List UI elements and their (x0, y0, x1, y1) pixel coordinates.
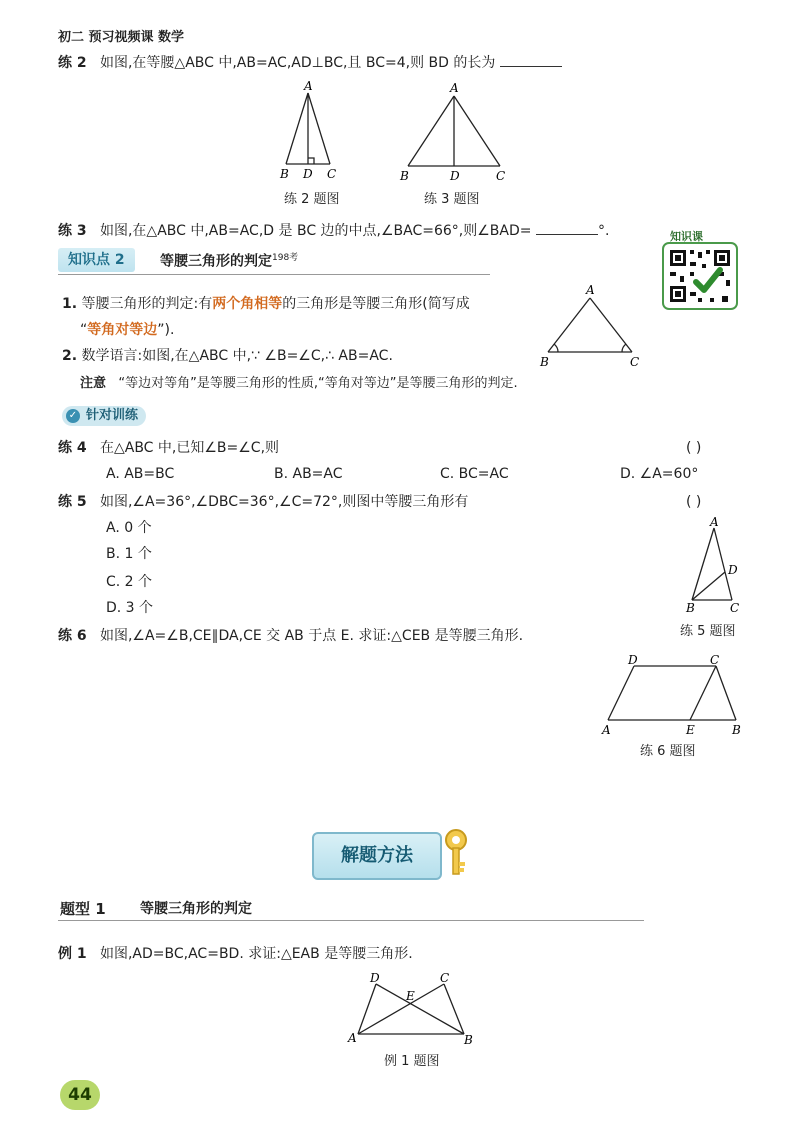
exercise-5 (58, 492, 468, 512)
exercise-label: 练 6 (58, 628, 87, 644)
label-A: A (710, 515, 719, 529)
answer-paren[interactable]: ( ) (686, 494, 702, 510)
exercise-label: 练 2 (58, 55, 87, 71)
option-d[interactable]: D. 3 个 (106, 600, 154, 616)
label-B: B (280, 167, 289, 181)
label-C: C (327, 167, 337, 181)
quote-close: ”). (157, 322, 175, 338)
item-text: 等腰三角形的判定:有 (81, 296, 213, 312)
knowledge-point-tag: 知识点 2 (58, 248, 135, 272)
exercise-text: 如图,∠A=36°,∠DBC=36°,∠C=72°,则图中等腰三角形有 (99, 494, 469, 510)
label-A: A (304, 79, 313, 93)
label-D: D (370, 971, 380, 985)
exam-count: 198考 (272, 253, 299, 263)
figure-ex6 (598, 652, 748, 738)
page-number: 44 (60, 1080, 100, 1110)
kp-item-1 (62, 294, 470, 314)
figure-example-1 (346, 970, 476, 1048)
label-E: E (686, 723, 695, 737)
label-C: C (730, 601, 740, 615)
example-text: 如图,AD=BC,AC=BD. 求证:△EAB 是等腰三角形. (99, 946, 413, 962)
exercise-label: 练 3 (58, 223, 87, 239)
label-D: D (728, 563, 738, 577)
label-C: C (630, 355, 640, 369)
knowledge-point-title (160, 250, 298, 271)
label-E: E (406, 989, 415, 1003)
item-number: 1. (62, 296, 78, 312)
solution-methods-banner: 解题方法 (312, 832, 442, 880)
option-a[interactable]: A. 0 个 (106, 520, 152, 536)
exercise-2 (58, 52, 562, 73)
label-A: A (450, 81, 459, 95)
label-D: D (450, 169, 460, 183)
label-D: D (628, 653, 638, 667)
item-text: 的三角形是等腰三角形(简写成 (282, 296, 470, 312)
example-label: 例 1 (58, 946, 87, 962)
question-type-tag: 题型 1 (60, 900, 106, 918)
note-label: 注意 (80, 376, 107, 391)
knowledge-point-header (58, 248, 490, 275)
exercise-suffix: °. (597, 223, 610, 239)
exercise-text: 在△ABC 中,已知∠B=∠C,则 (99, 440, 280, 456)
figure-ex5-caption: 练 5 题图 (680, 624, 736, 639)
option-a[interactable]: A. AB=BC (106, 466, 175, 482)
question-type-header (58, 896, 644, 921)
exercise-text: 如图,在△ABC 中,AB=AC,D 是 BC 边的中点,∠BAC=66°,则∠BAD= (99, 223, 532, 239)
option-d[interactable]: D. ∠A=60° (620, 466, 699, 482)
exercise-6 (58, 626, 523, 646)
item-number: 2. (62, 348, 78, 364)
exercise-3 (58, 220, 609, 241)
example-1 (58, 944, 413, 964)
kp-item-2 (62, 346, 393, 366)
qr-label: 知识课 (670, 230, 703, 243)
exercise-text: 如图,在等腰△ABC 中,AB=AC,AD⊥BC,且 BC=4,则 BD 的长为 (99, 55, 496, 71)
answer-paren[interactable]: ( ) (686, 440, 702, 456)
label-D: D (303, 167, 313, 181)
label-B: B (540, 355, 549, 369)
highlight-text: 两个角相等 (212, 296, 283, 312)
kp-title-text: 等腰三角形的判定 (160, 253, 272, 270)
label-B: B (400, 169, 409, 183)
note-text: “等边对等角”是等腰三角形的性质,“等角对等边”是等腰三角形的判定. (118, 376, 518, 391)
thumb-icon: ✓ (66, 409, 80, 423)
exercise-4 (58, 438, 279, 458)
figure-ex2-caption: 练 2 题图 (284, 192, 340, 207)
label-C: C (710, 653, 720, 667)
figure-ex6-caption: 练 6 题图 (640, 744, 696, 759)
answer-blank[interactable] (536, 220, 598, 235)
figure-ex3-caption: 练 3 题图 (424, 192, 480, 207)
highlight-text: 等角对等边 (87, 322, 158, 338)
question-type-title: 等腰三角形的判定 (140, 901, 252, 917)
key-icon (440, 828, 472, 878)
item-text: 数学语言:如图,在△ABC 中,∵ ∠B=∠C,∴ AB=AC. (81, 348, 393, 364)
label-A: A (348, 1031, 357, 1045)
qr-code-block[interactable] (662, 228, 738, 310)
option-b[interactable]: B. 1 个 (106, 546, 152, 562)
label-C: C (496, 169, 506, 183)
exercise-label: 练 5 (58, 494, 87, 510)
exercise-label: 练 4 (58, 440, 87, 456)
answer-blank[interactable] (500, 52, 562, 67)
qr-code-icon[interactable] (662, 242, 738, 310)
figure-kp (536, 282, 646, 372)
label-B: B (686, 601, 695, 615)
label-C: C (440, 971, 450, 985)
label-A: A (586, 283, 595, 297)
exercise-text: 如图,∠A=∠B,CE∥DA,CE 交 AB 于点 E. 求证:△CEB 是等腰三角形. (99, 628, 524, 644)
figure-example-1-caption: 例 1 题图 (384, 1054, 440, 1069)
note (80, 374, 518, 394)
label-A: A (602, 723, 611, 737)
quote-open: “ (80, 322, 88, 338)
figure-ex2 (268, 78, 378, 188)
option-b[interactable]: B. AB=AC (274, 466, 343, 482)
targeted-training-banner (62, 406, 146, 426)
label-B: B (732, 723, 741, 737)
running-header: 初二 预习视频课 数学 (58, 30, 185, 45)
option-c[interactable]: C. 2 个 (106, 574, 153, 590)
kp-item-1-cont (80, 320, 174, 340)
figure-ex3 (396, 78, 516, 188)
option-c[interactable]: C. BC=AC (440, 466, 509, 482)
banner-text: 针对训练 (86, 408, 139, 423)
figure-ex5 (680, 514, 750, 618)
label-B: B (464, 1033, 473, 1047)
